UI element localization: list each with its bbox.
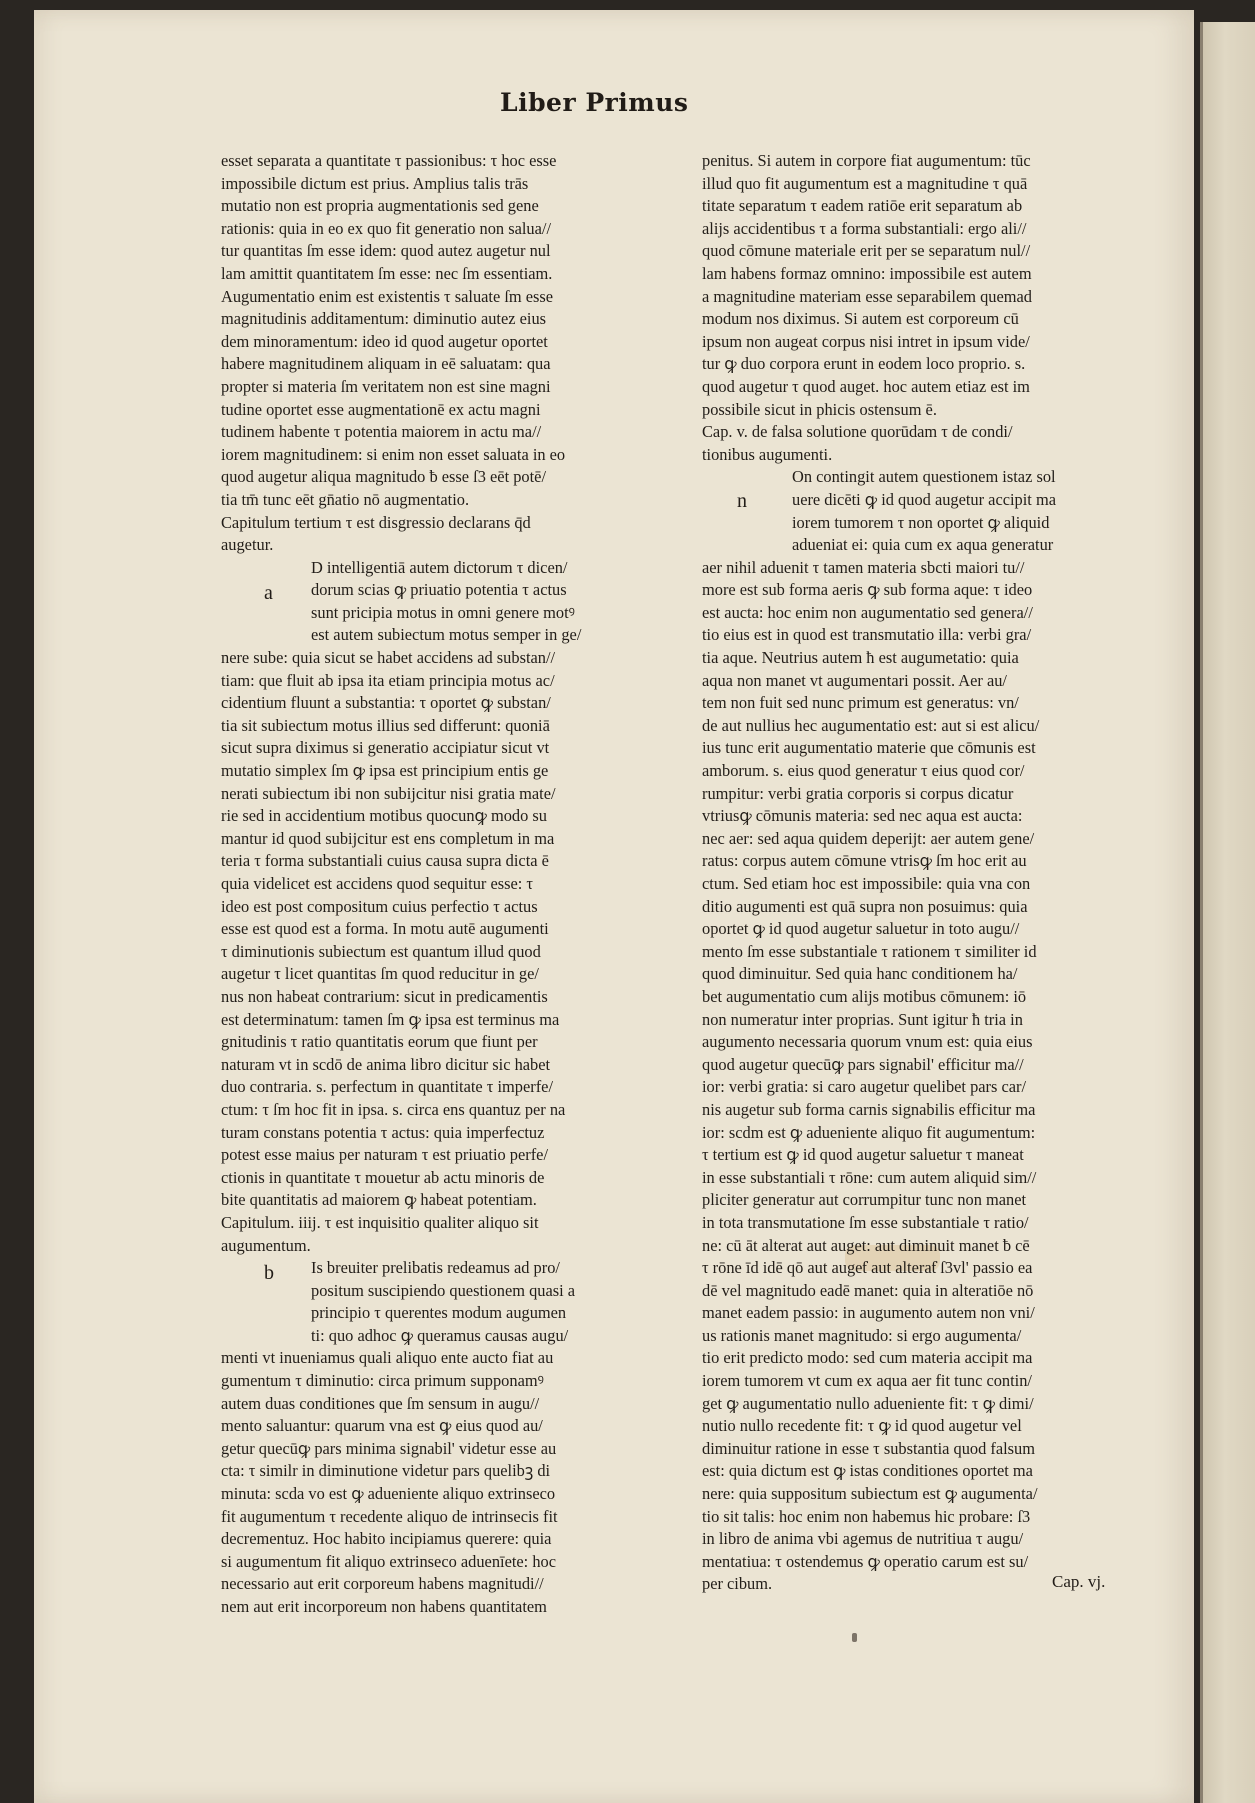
text-line: τ diminutionis subiectum est quantum illud quod xyxy=(221,941,541,961)
text-line: quod augetur aliqua magnitudo ƀ esse ſ3 eēt potē/ xyxy=(221,467,546,487)
text-line: de aut nullius hec augumentatio est: aut si est alicu/ xyxy=(702,715,1040,735)
text-line: nere sube: quia sicut se habet accidens ad substan// xyxy=(221,648,556,668)
text-line: si augumentum fit aliquo extrinseco aduenīete: hoc xyxy=(221,1551,556,1571)
text-line: cidentium fluunt a substantia: τ oportet ꝙ substan/ xyxy=(221,693,551,713)
text-line: ior: scdm est ꝙ adueniente aliquo fit augumentum: xyxy=(702,1122,1036,1142)
text-line: per cibum. xyxy=(702,1574,773,1594)
text-line: rumpitur: verbi gratia corporis si corpus dicatur xyxy=(702,783,1014,803)
guide-letter-n: n xyxy=(737,490,747,512)
text-line: ideo est post compositum cuius perfectio τ actus xyxy=(221,896,538,916)
text-line: nus non habeat contrarium: sicut in predicamentis xyxy=(221,986,548,1006)
text-line: iorem tumorem vt cum ex aqua aer fit tunc contin/ xyxy=(702,1371,1032,1391)
text-line: Capitulum. iiij. τ est inquisitio qualiter aliquo sit xyxy=(221,1212,539,1232)
text-line: dē vel magnitudo eadē manet: quia in alteratiōe nō xyxy=(702,1280,1034,1300)
text-line: mantur id quod subijcitur est ens completum in ma xyxy=(221,828,555,848)
text-line: illud quo fit augumentum est a magnitudine τ quā xyxy=(702,173,1028,193)
text-line: Capitulum tertium τ est disgressio declarans q̄d xyxy=(221,512,531,532)
text-line: decrementuz. Hoc habito incipiamus querere: quia xyxy=(221,1529,552,1549)
text-line: D intelligentiā autem dictorum τ dicen/ xyxy=(311,557,568,577)
guide-letter-b: b xyxy=(264,1262,274,1284)
text-line: ctionis in quantitate τ mouetur ab actu minoris de xyxy=(221,1167,545,1187)
text-line: vtriusꝙ cōmunis materia: sed nec aqua est aucta: xyxy=(702,806,1023,826)
text-line: oportet ꝙ id quod augetur saluetur in toto augu// xyxy=(702,919,1020,939)
text-line: est determinatum: tamen ſm ꝙ ipsa est terminus ma xyxy=(221,1009,560,1029)
text-line: a magnitudine materiam esse separabilem quemad xyxy=(702,286,1032,306)
text-line: quod augetur τ quod auget. hoc autem etiaz est im xyxy=(702,376,1030,396)
text-line: dorum scias ꝙ priuatio potentia τ actus xyxy=(311,580,567,600)
text-line: est aucta: hoc enim non augumentatio sed genera// xyxy=(702,602,1033,622)
text-line: bite quantitatis ad maiorem ꝙ habeat potentiam. xyxy=(221,1190,537,1210)
text-line: pliciter generatur aut corrumpitur tunc non manet xyxy=(702,1190,1027,1210)
text-line: nec aer: sed aqua quidem deperijt: aer autem gene/ xyxy=(702,828,1035,848)
text-line: On contingit autem questionem istaz sol xyxy=(792,467,1056,487)
text-line: Is breuiter prelibatis redeamus ad pro/ xyxy=(311,1258,560,1278)
text-line: gumentum τ diminutio: circa primum supponamꝰ xyxy=(221,1371,544,1391)
text-line: adueniat ei: quia cum ex aqua generatur xyxy=(792,535,1054,555)
page-speck xyxy=(852,1633,857,1642)
text-line: sunt pricipia motus in omni genere motꝰ xyxy=(311,602,575,622)
text-line: tionibus augumenti. xyxy=(702,444,833,464)
text-line: potest esse maius per naturam τ est priuatio perfe/ xyxy=(221,1145,549,1165)
text-line: esse est quod est a forma. In motu autē augumenti xyxy=(221,919,549,939)
text-line: positum suscipiendo questionem quasi a xyxy=(311,1280,576,1300)
text-line: manet eadem passio: in augumento autem non vni/ xyxy=(702,1303,1035,1323)
text-line: bet augumentatio cum alijs motibus cōmunem: iō xyxy=(702,986,1027,1006)
text-line: menti vt inueniamus quali aliquo ente aucto fiat au xyxy=(221,1348,554,1368)
text-line: τ rōne īd idē qō aut augeƭ aut alteraƭ ſ3vl' passio ea xyxy=(702,1258,1033,1278)
text-line: mento saluantur: quarum vna est ꝙ eius quod au/ xyxy=(221,1416,543,1436)
text-line: alijs accidentibus τ a forma substantiali: ergo ali// xyxy=(702,218,1027,238)
text-line: ti: quo adhoc ꝙ queramus causas augu/ xyxy=(311,1325,569,1345)
text-line: dem minoramentum: ideo id quod augetur oportet xyxy=(221,331,548,351)
text-line: in tota transmutatione ſm esse substantiale τ ratio/ xyxy=(702,1212,1029,1232)
text-line: getur quecūꝙ pars minima signabil' videtur esse au xyxy=(221,1438,557,1458)
text-line: augumentum. xyxy=(221,1235,311,1255)
text-line: gnitudinis τ ratio quantitatis eorum que fiunt per xyxy=(221,1032,538,1052)
text-line: tio erit predicto modo: sed cum materia accipit ma xyxy=(702,1348,1033,1368)
catchword: Cap. vj. xyxy=(1052,1572,1106,1591)
text-line: turam constans potentia τ actus: quia imperfectuz xyxy=(221,1122,545,1142)
text-line: ior: verbi gratia: si caro augetur quelibet pars car/ xyxy=(702,1077,1027,1097)
text-line: Cap. v. de falsa solutione quorūdam τ de condi/ xyxy=(702,422,1013,442)
text-line: est: quia dictum est ꝙ istas conditiones oportet ma xyxy=(702,1461,1033,1481)
text-line: tio sit talis: hoc enim non habemus hic probare: ſ3 xyxy=(702,1506,1031,1526)
text-line: nerati subiectum ibi non subijcitur nisi gratia mate/ xyxy=(221,783,556,803)
text-line: propter si materia ſm veritatem non est sine magni xyxy=(221,376,551,396)
text-line: tiam: que fluit ab ipsa ita etiam principia motus ac/ xyxy=(221,670,555,690)
text-line: necessario aut erit corporeum habens magnitudi// xyxy=(221,1574,544,1594)
text-line: ctum: τ ſm hoc fit in ipsa. s. circa ens quantuz per na xyxy=(221,1099,566,1119)
text-line: mutatio simplex ſm ꝙ ipsa est principium entis ge xyxy=(221,761,549,781)
text-line: τ tertium est ꝙ id quod augetur saluetur τ maneat xyxy=(702,1145,1024,1165)
text-line: nem aut erit incorporeum non habens quantitatem xyxy=(221,1597,547,1616)
text-line: tia sit subiectum motus illius sed differunt: quoniā xyxy=(221,715,550,735)
text-line: augetur. xyxy=(221,535,274,555)
text-line: quod augetur quecūꝙ pars signabil' efficitur ma// xyxy=(702,1054,1024,1074)
text-line: ipsum non augeat corpus nisi intret in ipsum vide/ xyxy=(702,331,1030,351)
text-line: modum nos diximus. Si autem est corporeum cū xyxy=(702,309,1019,329)
right-text-column xyxy=(702,150,1138,1596)
text-line: autem duas conditiones que ſm sensum in augu// xyxy=(221,1393,540,1413)
text-line: tudine oportet esse augmentationē ex actu magni xyxy=(221,399,541,419)
text-line: in libro de anima vbi agemus de nutritiua τ augu/ xyxy=(702,1529,1024,1549)
text-line: augumento necessaria quorum vnum est: quia eius xyxy=(702,1032,1033,1052)
left-text-column xyxy=(221,150,657,1619)
text-line: quod cōmune materiale erit per se separatum nul// xyxy=(702,241,1031,261)
text-line: iorem tumorem τ non oportet ꝙ aliquid xyxy=(792,512,1050,532)
text-line: possibile sicut in phicis ostensum ē. xyxy=(702,399,937,419)
text-line: amborum. s. eius quod generatur τ eius quod cor/ xyxy=(702,761,1025,781)
text-line: teria τ forma substantiali cuius causa supra dicta ē xyxy=(221,851,549,871)
text-line: nis augetur sub forma carnis signabilis efficitur ma xyxy=(702,1099,1036,1119)
text-line: tur ꝙ duo corpora erunt in eodem loco proprio. s. xyxy=(702,354,1026,374)
text-line: ne: cū āt alterat aut auget: aut diminuit manet ƀ cē xyxy=(702,1235,1030,1255)
text-line: augetur τ licet quantitas ſm quod reducitur in ge/ xyxy=(221,964,539,984)
text-line: rationis: quia in eo ex quo fit generatio non salua// xyxy=(221,218,552,238)
text-line: ditio augumenti est quā supra non posuimus: quia xyxy=(702,896,1028,916)
text-line: tio eius est in quod est transmutatio illa: verbi gra/ xyxy=(702,625,1032,645)
text-line: magnitudinis additamentum: diminutio autez eius xyxy=(221,309,547,329)
text-line: mutatio non est propria augmentationis sed gene xyxy=(221,196,539,216)
text-line: nere: quia suppositum subiectum est ꝙ augumenta/ xyxy=(702,1484,1038,1504)
text-line: lam amittit quantitatem ſm esse: nec ſm essentiam. xyxy=(221,263,553,283)
text-line: uere dicēti ꝙ id quod augetur accipit ma xyxy=(792,489,1056,509)
text-line: tia tm̄ tunc eēt gn̄atio nō augmentatio. xyxy=(221,489,470,509)
text-line: tia aque. Neutrius autem ħ est augumetatio: quia xyxy=(702,648,1019,668)
text-line: esset separata a quantitate τ passionibus: τ hoc esse xyxy=(221,151,557,170)
text-line: minuta: scda vo est ꝙ adueniente aliquo extrinseco xyxy=(221,1484,556,1504)
text-line: mentatiua: τ ostendemus ꝙ operatio carum est su/ xyxy=(702,1551,1029,1571)
text-line: nutio nullo recedente fit: τ ꝙ id quod augetur vel xyxy=(702,1416,1022,1436)
text-line: quia videlicet est accidens quod sequitur esse: τ xyxy=(221,874,533,893)
guide-letter-a: a xyxy=(264,582,273,604)
text-line: rie sed in accidentium motibus quocunꝙ modo su xyxy=(221,806,547,826)
text-line: penitus. Si autem in corpore fiat augumentum: tūc xyxy=(702,151,1031,170)
text-line: get ꝙ augumentatio nullo adueniente fit: τ ꝙ dimi/ xyxy=(702,1393,1034,1413)
text-line: habere magnitudinem aliquam in eē saluatam: qua xyxy=(221,354,551,374)
text-line: aer nihil aduenit τ tamen materia sbcti maiori tu// xyxy=(702,557,1025,577)
text-line: impossibile dictum est prius. Amplius talis trās xyxy=(221,173,529,193)
text-line: more est sub forma aeris ꝙ sub forma aque: τ ideo xyxy=(702,580,1033,600)
text-line: us rationis manet magnitudo: si ergo augumenta/ xyxy=(702,1325,1022,1345)
text-line: sicut supra diximus si generatio accipiatur sicut vt xyxy=(221,738,550,758)
text-line: tem non fuit sed nunc primum est generatus: vn/ xyxy=(702,693,1019,713)
adjacent-page-edge xyxy=(1200,22,1255,1803)
text-line: est autem subiectum motus semper in ge/ xyxy=(311,625,582,645)
text-line: diminuitur ratione in esse τ substantia quod falsum xyxy=(702,1438,1035,1458)
text-line: tur quantitas ſm esse idem: quod autez augetur nul xyxy=(221,241,551,261)
text-line: ratus: corpus autem cōmune vtrisꝙ ſm hoc erit au xyxy=(702,851,1027,871)
text-line: fit augumentum τ recedente aliquo de intrinsecis fit xyxy=(221,1506,558,1526)
text-line: mento ſm esse substantiale τ rationem τ similiter id xyxy=(702,941,1037,961)
text-line: aqua non manet vt augumentari possit. Aer au/ xyxy=(702,670,1007,690)
text-line: iorem magnitudinem: si enim non esset saluata in eo xyxy=(221,444,566,464)
text-line: in esse substantiali τ rōne: cum autem aliquid sim// xyxy=(702,1167,1037,1187)
text-line: duo contraria. s. perfectum in quantitate τ imperfe/ xyxy=(221,1077,553,1097)
text-line: tudinem habente τ potentia maiorem in actu ma// xyxy=(221,422,542,442)
text-line: lam habens formaz omnino: impossibile est autem xyxy=(702,263,1032,283)
text-line: ius tunc erit augumentatio materie que cōmunis est xyxy=(702,738,1036,758)
text-line: naturam vt in scdō de anima libro dicitur sic habet xyxy=(221,1054,551,1074)
text-line: principio τ querentes modum augumen xyxy=(311,1303,567,1323)
text-line: titate separatum τ eadem ratiōe erit separatum ab xyxy=(702,196,1023,216)
text-line: cta: τ similr in diminutione videtur pars quelibꝫ di xyxy=(221,1461,551,1481)
text-line: non numeratur inter proprias. Sunt igitur ħ tria in xyxy=(702,1009,1023,1029)
text-line: quod diminuitur. Sed quia hanc conditionem ha/ xyxy=(702,964,1018,984)
page-header: Liber Primus xyxy=(500,88,689,117)
text-line: Augumentatio enim est existentis τ saluate ſm esse xyxy=(221,286,554,306)
text-line: ctum. Sed etiam hoc est impossibile: quia vna con xyxy=(702,874,1031,893)
